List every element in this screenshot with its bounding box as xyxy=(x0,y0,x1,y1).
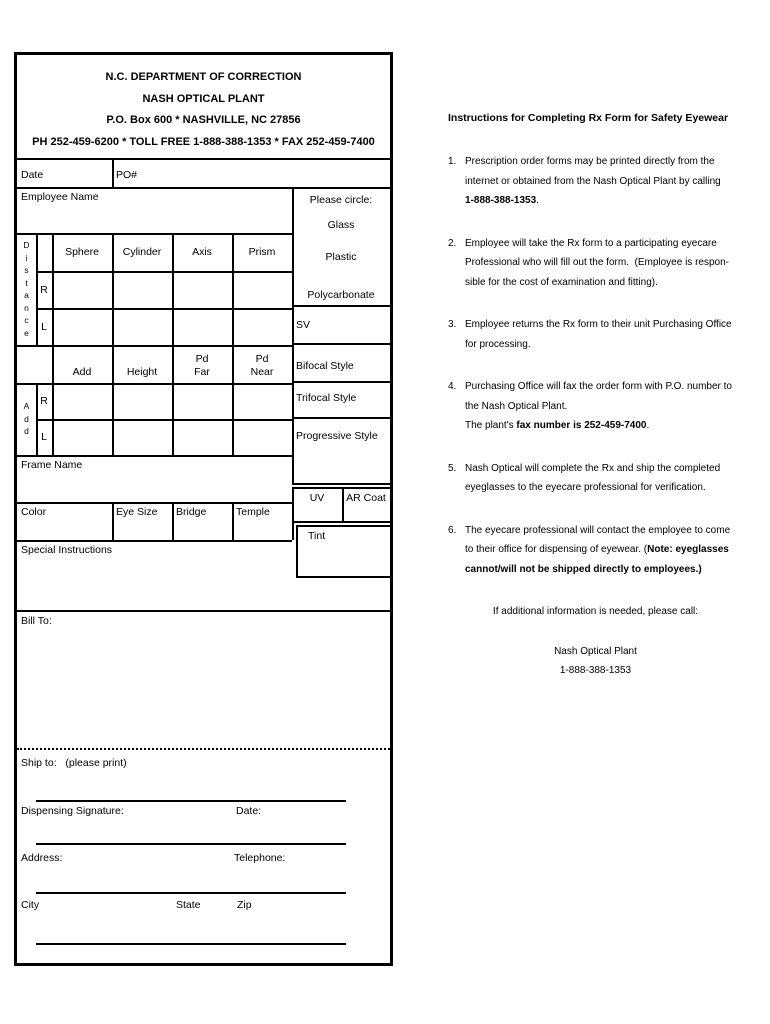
bill-to-field[interactable] xyxy=(17,610,390,748)
axis-header: Axis xyxy=(192,246,212,258)
form-header-line4: PH 252-459-6200 * TOLL FREE 1-888-388-1353 * FAX 252-459-7400 xyxy=(32,135,375,148)
instructions-title: Instructions for Completing Rx Form for Safety Eyewear xyxy=(448,112,729,124)
grid-line xyxy=(36,233,38,345)
color-label: Color xyxy=(21,506,47,518)
special-instructions-label: Special Instructions xyxy=(21,544,113,556)
instruction-item xyxy=(448,315,748,354)
cell-add-l-add[interactable] xyxy=(52,419,112,455)
dispensing-signature-area[interactable] xyxy=(36,803,231,843)
ship-to-write-line xyxy=(36,800,346,802)
cell-distance-r-prism[interactable] xyxy=(232,271,292,308)
ar-coat-label: AR Coat xyxy=(346,492,386,504)
instruction-number: 1. xyxy=(448,156,457,167)
instructions-panel xyxy=(448,112,748,681)
instruction-number: 6. xyxy=(448,524,457,536)
sphere-header: Sphere xyxy=(65,246,99,258)
date-field[interactable] xyxy=(17,158,112,187)
tint-area[interactable] xyxy=(296,525,390,576)
zip-area[interactable] xyxy=(237,898,346,943)
telephone-area[interactable] xyxy=(234,850,346,892)
instruction-item xyxy=(448,521,748,580)
instruction-number: 4. xyxy=(448,381,457,392)
cell-distance-r-cylinder[interactable] xyxy=(112,271,172,308)
bill-to-label: Bill To: xyxy=(21,615,52,627)
instructions-footer xyxy=(448,602,743,681)
instruction-line: 1-888-388-1353. xyxy=(465,195,539,206)
distance-row-l-label: L xyxy=(41,320,47,333)
progressive-style-area[interactable] xyxy=(292,417,390,483)
instruction-line: cannot/will not be shipped directly to employees.) xyxy=(465,563,702,575)
po-number-label: PO# xyxy=(116,169,138,181)
state-area[interactable] xyxy=(176,898,232,943)
temple-field[interactable] xyxy=(232,502,292,540)
option-polycarbonate[interactable]: Polycarbonate xyxy=(307,289,375,301)
cell-distance-r-axis[interactable] xyxy=(172,271,232,308)
bifocal-style-area[interactable] xyxy=(292,343,390,381)
employee-name-field[interactable] xyxy=(17,187,292,233)
footer-org-name: Nash Optical Plant xyxy=(554,645,637,657)
grid-line xyxy=(292,483,390,485)
state-label: State xyxy=(176,899,201,911)
cell-add-r-pd-near[interactable] xyxy=(232,383,292,419)
instruction-line: Purchasing Office will fax the order form with P.O. number to xyxy=(465,381,732,392)
add-header: Add xyxy=(72,366,92,378)
instruction-line: Nash Optical will complete the Rx and ship the completed xyxy=(465,462,721,474)
date-label: Date xyxy=(21,169,44,181)
option-glass[interactable]: Glass xyxy=(327,219,355,231)
cell-add-r-height[interactable] xyxy=(112,383,172,419)
cell-add-r-pd-far[interactable] xyxy=(172,383,232,419)
cell-distance-l-cylinder[interactable] xyxy=(112,308,172,345)
signature-write-line xyxy=(36,843,346,845)
address-write-line xyxy=(36,892,346,894)
grid-line xyxy=(296,576,390,578)
zip-label: Zip xyxy=(237,899,252,911)
instruction-item xyxy=(448,377,748,436)
instruction-line: Employee will take the Rx form to a participating eyecare xyxy=(465,237,717,249)
uv-area[interactable] xyxy=(292,487,342,521)
tint-label: Tint xyxy=(308,530,326,542)
cell-distance-r-sphere[interactable] xyxy=(52,271,112,308)
sv-label: SV xyxy=(296,319,311,331)
city-area[interactable] xyxy=(36,898,171,943)
ship-to-field[interactable] xyxy=(17,748,390,800)
frame-name-label: Frame Name xyxy=(21,459,83,471)
instruction-item xyxy=(448,459,748,498)
cell-distance-l-prism[interactable] xyxy=(232,308,292,345)
instruction-item xyxy=(448,234,748,293)
uv-label: UV xyxy=(309,492,325,504)
form-header xyxy=(17,67,390,153)
instruction-line: The eyecare professional will contact the employee to come xyxy=(465,524,731,536)
height-header: Height xyxy=(126,366,158,378)
eye-size-field[interactable] xyxy=(112,502,172,540)
bridge-label: Bridge xyxy=(176,506,207,518)
telephone-label: Telephone: xyxy=(234,852,286,864)
instruction-number: 5. xyxy=(448,462,457,474)
distance-row-r-label: R xyxy=(40,283,48,296)
eye-size-label: Eye Size xyxy=(116,506,158,518)
city-label: City xyxy=(21,899,40,911)
address-area[interactable] xyxy=(36,850,229,892)
instruction-line: Prescription order forms may be printed directly from the xyxy=(465,156,715,167)
instruction-line: internet or obtained from the Nash Optical Plant by calling xyxy=(465,175,721,187)
city-write-line xyxy=(36,943,346,945)
instruction-number: 3. xyxy=(448,319,457,330)
frame-name-field[interactable] xyxy=(17,455,292,502)
bridge-field[interactable] xyxy=(172,502,232,540)
ar-coat-area[interactable] xyxy=(342,487,390,521)
instruction-line: to their office for dispensing of eyewear. (Note: eyeglasses xyxy=(465,544,729,555)
dispensing-signature-label: Dispensing Signature: xyxy=(21,805,124,817)
distance-vertical-label: D i s t a n c e xyxy=(23,240,30,338)
employee-name-label: Employee Name xyxy=(21,191,99,203)
temple-label: Temple xyxy=(236,506,270,518)
cell-distance-l-axis[interactable] xyxy=(172,308,232,345)
special-instructions-field[interactable] xyxy=(17,540,292,610)
po-field[interactable] xyxy=(112,158,390,187)
cell-distance-l-sphere[interactable] xyxy=(52,308,112,345)
signature-date-area[interactable] xyxy=(236,803,346,843)
add-row-r-label: R xyxy=(40,395,48,407)
form-header-line1: N.C. DEPARTMENT OF CORRECTION xyxy=(105,71,302,83)
cylinder-header: Cylinder xyxy=(122,246,162,258)
instructions-list xyxy=(448,152,748,579)
instruction-line: Professional who will fill out the form. (Employee is respon- xyxy=(465,257,729,268)
instruction-line: eyeglasses to the eyecare professional for verification. xyxy=(465,482,706,493)
grid-line xyxy=(17,233,292,235)
prism-header: Prism xyxy=(248,246,276,258)
pd-near-header: Pd Near xyxy=(250,353,274,378)
footer-phone: 1-888-388-1353 xyxy=(559,665,632,676)
add-row-l-label: L xyxy=(41,431,47,443)
grid-line xyxy=(17,345,292,347)
grid-line xyxy=(292,521,390,523)
option-plastic[interactable]: Plastic xyxy=(325,251,357,263)
rx-order-form xyxy=(14,52,393,966)
instruction-line: for processing. xyxy=(465,338,531,350)
pd-far-header: Pd Far xyxy=(194,353,210,378)
additional-info-line: If additional information is needed, please call: xyxy=(492,606,699,617)
add-vertical-label: A d d xyxy=(23,401,30,437)
address-label: Address: xyxy=(21,852,63,864)
sv-area[interactable] xyxy=(292,305,390,343)
trifocal-style-area[interactable] xyxy=(292,381,390,417)
instruction-line: sible for the cost of examination and fitting). xyxy=(465,276,658,288)
instruction-line: the Nash Optical Plant. xyxy=(465,400,568,412)
color-field[interactable] xyxy=(17,502,112,540)
trifocal-style-label: Trifocal Style xyxy=(296,392,357,404)
cell-add-r-add[interactable] xyxy=(52,383,112,419)
cell-add-l-pd-near[interactable] xyxy=(232,419,292,455)
progressive-style-label: Progressive Style xyxy=(296,430,378,442)
ship-to-label: Ship to: (please print) xyxy=(21,757,127,769)
grid-line xyxy=(36,383,38,455)
instruction-number: 2. xyxy=(448,237,457,249)
cell-add-l-pd-far[interactable] xyxy=(172,419,232,455)
please-circle-label: Please circle: xyxy=(309,194,373,206)
signature-date-label: Date: xyxy=(236,805,262,817)
form-header-line2: NASH OPTICAL PLANT xyxy=(142,92,265,105)
form-header-line3: P.O. Box 600 * NASHVILLE, NC 27856 xyxy=(106,114,301,126)
instruction-line: The plant's fax number is 252-459-7400. xyxy=(465,420,650,431)
cell-add-l-height[interactable] xyxy=(112,419,172,455)
instruction-item xyxy=(448,152,748,211)
bifocal-style-label: Bifocal Style xyxy=(296,360,354,372)
instruction-line: Employee returns the Rx form to their unit Purchasing Office xyxy=(465,319,732,330)
